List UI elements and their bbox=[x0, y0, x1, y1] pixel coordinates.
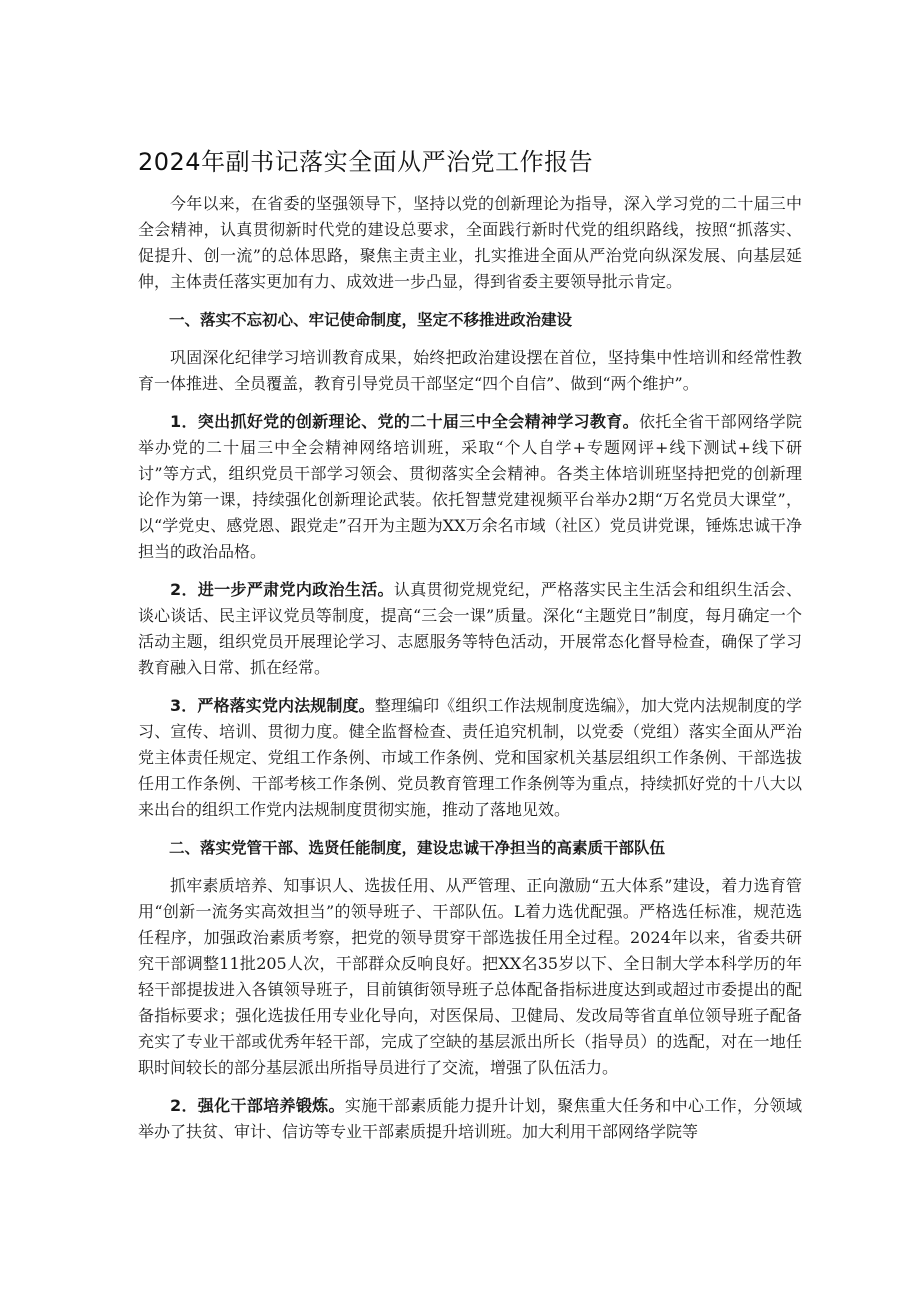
document-title: 2024年副书记落实全面从严治党工作报告 bbox=[138, 148, 594, 176]
section-1-heading: 一、落实不忘初心、牢记使命制度，坚定不移推进政治建设 bbox=[169, 311, 573, 329]
item-lead: 2．进一步严肃党内政治生活。 bbox=[170, 580, 394, 599]
section-1-lead-paragraph: 巩固深化纪律学习培训教育成果，始终把政治建设摆在首位，坚持集中性培训和经常性教育一体推进、全员覆盖，教育引导党员干部坚定“四个自信”、做到“两个维护”。 bbox=[138, 348, 802, 393]
item-lead: 3．严格落实党内法规制度。 bbox=[170, 696, 375, 715]
section-1-item-3 bbox=[138, 693, 802, 823]
section-2-item-2 bbox=[138, 1093, 802, 1145]
section-2-heading: 二、落实党管干部、选贤任能制度，建设忠诚干净担当的高素质干部队伍 bbox=[169, 839, 666, 857]
item-body: 整理编印《组织工作法规制度选编》，加大党内法规制度的学习、宣传、培训、贯彻力度。健全监督检查、责任追究机制，以党委（党组）落实全面从严治党主体责任规定、党组工作条例、市域工作条例、党和国家机关基层组织工作条例、干部选拔任用工作条例、干部考核工作条例、党员教育管理工作条例等为重点，持续抓好党的十八大以来出台的组织工作党内法规制度贯彻实施，推动了落地见效。 bbox=[138, 696, 802, 819]
section-1-item-1 bbox=[138, 409, 802, 565]
item-body: 实施干部素质能力提升计划，聚焦重大任务和中心工作，分领域举办了扶贫、审计、信访等专业干部素质提升培训班。加大利用干部网络学院等 bbox=[138, 1096, 802, 1141]
item-body: 认真贯彻党规党纪，严格落实民主生活会和组织生活会、谈心谈话、民主评议党员等制度，提高“三会一课”质量。深化“主题党日”制度，每月确定一个活动主题，组织党员开展理论学习、志愿服务等特色活动，开展常态化督导检查，确保了学习教育融入日常、抓在经常。 bbox=[138, 580, 802, 677]
item-lead: 2．强化干部培养锻炼。 bbox=[170, 1096, 345, 1115]
item-lead: 1．突出抓好党的创新理论、党的二十届三中全会精神学习教育。 bbox=[170, 412, 639, 431]
section-1-item-2 bbox=[138, 577, 802, 681]
intro-paragraph: 今年以来，在省委的坚强领导下，坚持以党的创新理论为指导，深入学习党的二十届三中全会精神，认真贯彻新时代党的建设总要求，全面践行新时代党的组织路线，按照“抓落实、促提升、创一流”的总体思路，聚焦主责主业，扎实推进全面从严治党向纵深发展、向基层延伸，主体责任落实更加有力、成效进一步凸显，得到省委主要领导批示肯定。 bbox=[138, 194, 802, 291]
section-2-lead-paragraph: 抓牢素质培养、知事识人、选拔任用、从严管理、正向激励“五大体系”建设，着力选育管用“创新一流务实高效担当”的领导班子、干部队伍。L着力选优配强。严格选任标准，规范选任程序，加强政治素质考察，把党的领导贯穿干部选拔任用全过程。2024年以来，省委共研究干部调整11批205人次，干部群众反响良好。把XX名35岁以下、全日制大学本科学历的年轻干部提拔进入各镇领导班子，目前镇街领导班子总体配备指标进度达到或超过市委提出的配备指标要求；强化选拔任用专业化导向，对医保局、卫健局、发改局等省直单位领导班子配备充实了专业干部或优秀年轻干部，完成了空缺的基层派出所长（指导员）的选配，对在一地任职时间较长的部分基层派出所指导员进行了交流，增强了队伍活力。 bbox=[138, 876, 802, 1077]
item-body: 依托全省干部网络学院举办党的二十届三中全会精神网络培训班，采取“个人自学+专题网评+线下测试+线下研讨”等方式，组织党员干部学习领会、贯彻落实全会精神。各类主体培训班坚持把党的创新理论作为第一课，持续强化创新理论武装。依托智慧党建视频平台举办2期“万名党员大课堂”，以“学党史、感党恩、跟党走”召开为主题为XX万余名市域（社区）党员讲党课，锤炼忠诚干净担当的政治品格。 bbox=[138, 412, 802, 561]
